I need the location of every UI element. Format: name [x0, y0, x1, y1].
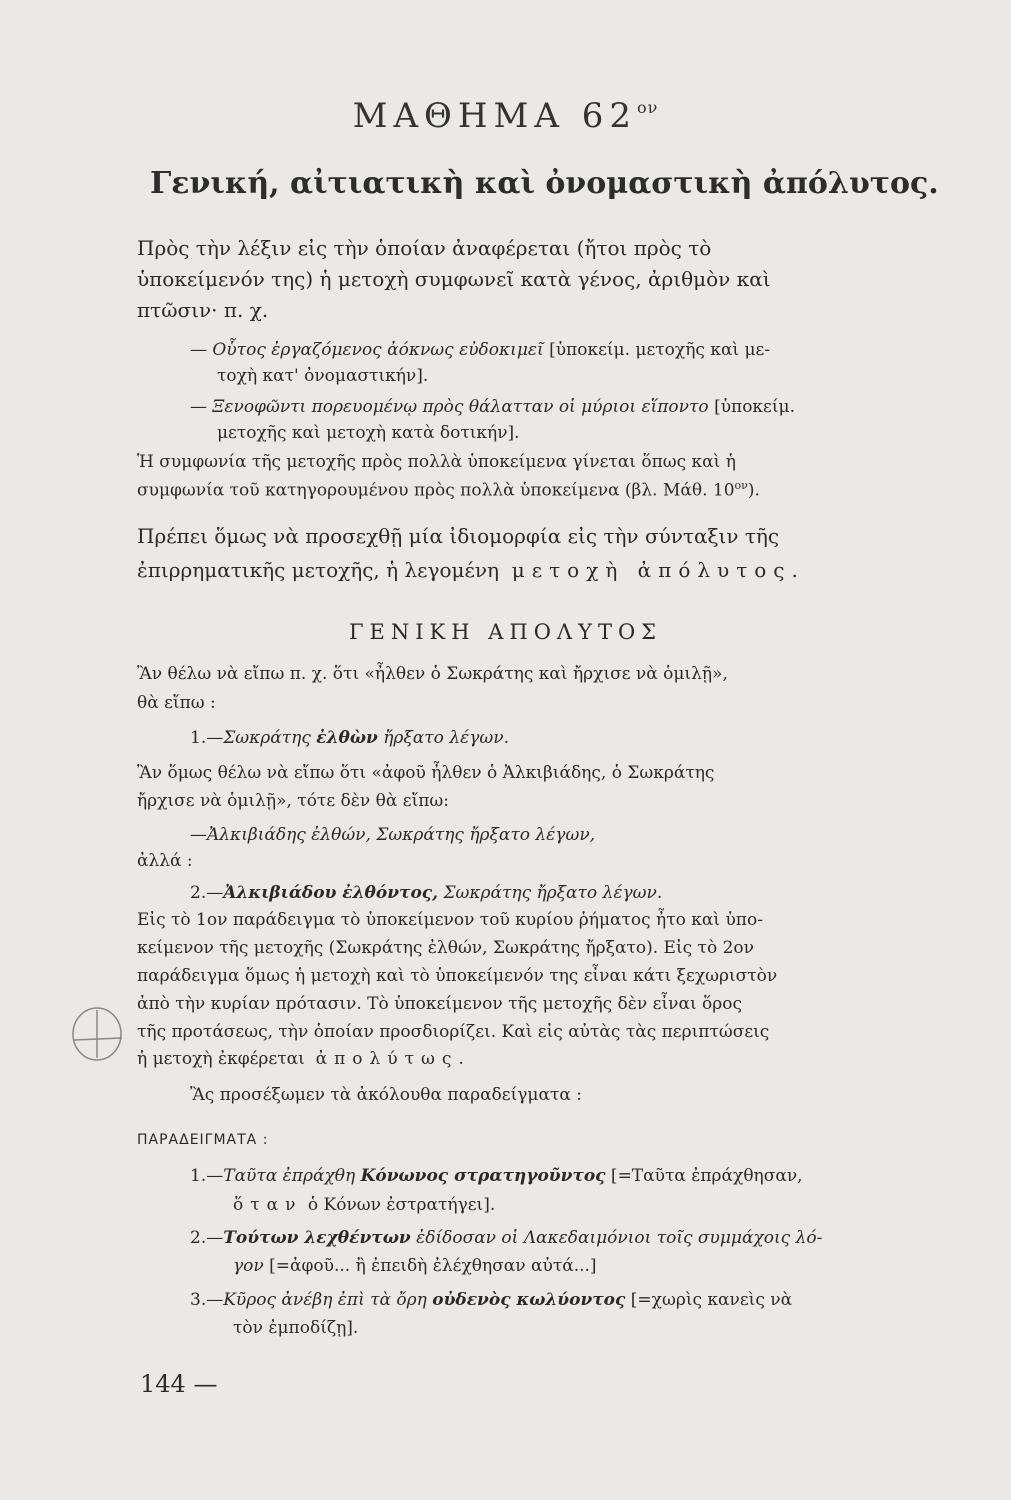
- section-p2-line1: Ἂν ὅμως θέλω νὰ εἴπω ὅτι «ἀφοῦ ἦλθεν ὁ Ἀλκιβιάδης, ὁ Σωκράτης: [137, 763, 715, 783]
- section-wrong-example: —Ἀλκιβιάδης ἐλθών, Σωκράτης ἤρξατο λέγων,: [190, 825, 596, 845]
- examples-label: ΠΑΡΑΔΕΙΓΜΑΤΑ :: [137, 1132, 269, 1148]
- lesson-title: ΜΑΘΗΜΑ $62^{o\nu}$: [352, 96, 659, 136]
- example-3: 3.—Κῦρος ἀνέβη ἐπὶ τὰ ὄρη οὐδενὸς κωλύοντος [=χωρὶς κανεὶς νὰ: [190, 1290, 793, 1310]
- agreement-line: Ἡ συμφωνία τῆς μετοχῆς πρὸς πολλὰ ὑποκείμενα γίνεται ὅπως καὶ ἡ: [137, 452, 736, 472]
- intro-line: Πρὸς τὴν λέξιν εἰς τὴν ὁποίαν ἀναφέρεται (ἤτοι πρὸς τὸ: [137, 236, 712, 260]
- section-example-1: 1.—Σωκράτης ἐλθὼν ἤρξατο λέγων.: [190, 728, 509, 748]
- agreement-line: συμφωνία τοῦ κατηγορουμένου πρὸς πολλὰ ὑποκείμενα (βλ. Μάθ. $10^{o\nu}$).: [137, 479, 760, 501]
- example-2-cont: γον [=ἀφοῦ... ἢ ἐπειδὴ ἐλέχθησαν αὐτά...]: [233, 1256, 597, 1276]
- special-line-1: Πρέπει ὅμως νὰ προσεχθῇ μία ἰδιομορφία εἰς τὴν σύνταξιν τῆς: [137, 524, 780, 548]
- intro-example-2-cont: μετοχῆς καὶ μετοχὴ κατὰ δοτικήν].: [217, 423, 520, 443]
- page-number: 144 —: [140, 1370, 218, 1398]
- section-p2-line2: ἤρχισε νὰ ὁμιλῇ», τότε δὲν θὰ εἴπω:: [137, 791, 450, 811]
- example-1: 1.—Ταῦτα ἐπράχθη Κόνωνος στρατηγοῦντος [=Ταῦτα ἐπράχθησαν,: [190, 1166, 803, 1186]
- intro-example-2: — Ξενοφῶντι πορευομένῳ πρὸς θάλατταν οἱ μύριοι εἵποντο [ὑποκείμ.: [190, 397, 795, 417]
- section-heading: ΓΕΝΙΚΗ ΑΠΟΛΥΤΟΣ: [348, 620, 663, 644]
- section-p4: Ἂς προσέξωμεν τὰ ἀκόλουθα παραδείγματα :: [190, 1085, 582, 1105]
- section-p3-last: ἡ μετοχὴ ἐκφέρεται ἀπολύτως.: [137, 1049, 471, 1069]
- example-1-cont: ὅταν ὁ Κόνων ἐστρατήγει].: [233, 1195, 496, 1215]
- section-example-2: 2.—Ἀλκιβιάδου ἐλθόντος, Σωκράτης ἤρξατο λέγων.: [190, 883, 663, 903]
- section-p3-line: τῆς προτάσεως, τὴν ὁποίαν προσδιορίζει. Καὶ εἰς αὐτὰς τὰς περιπτώσεις: [137, 1022, 770, 1042]
- section-p3-line: ἀπὸ τὴν κυρίαν πρότασιν. Τὸ ὑποκείμενον τῆς μετοχῆς δὲν εἶναι ὅρος: [137, 994, 742, 1014]
- intro-line: ὑποκείμενόν της) ἡ μετοχὴ συμφωνεῖ κατὰ γένος, ἀριθμὸν καὶ: [137, 267, 771, 291]
- section-p3-line: Εἰς τὸ 1ον παράδειγμα τὸ ὑποκείμενον τοῦ κυρίου ῥήματος ἦτο καὶ ὑπο-: [137, 910, 763, 930]
- section-p3-line: κείμενον τῆς μετοχῆς (Σωκράτης ἐλθών, Σωκράτης ἤρξατο). Εἰς τὸ 2ον: [137, 938, 754, 958]
- pencil-circle-mark: [68, 1002, 126, 1066]
- intro-example-1-cont: τοχὴ κατ' ὀνομαστικήν].: [217, 366, 429, 386]
- section-p3-line: παράδειγμα ὅμως ἡ μετοχὴ καὶ τὸ ὑποκείμενόν της εἶναι κάτι ξεχωριστὸν: [137, 966, 778, 986]
- lesson-subtitle: Γενική, αἰτιατικὴ καὶ ὀνομαστικὴ ἀπόλυτος.: [150, 166, 939, 201]
- intro-line: πτῶσιν· π. χ.: [137, 298, 269, 322]
- special-line-2: ἐπιρρηματικῆς μετοχῆς, ἡ λεγομένη μετοχὴ ἀπόλυτος.: [137, 558, 805, 582]
- example-3-cont: τὸν ἐμποδίζῃ].: [233, 1318, 359, 1338]
- example-2: 2.—Τούτων λεχθέντων ἐδίδοσαν οἱ Λακεδαιμόνιοι τοῖς συμμάχοις λό-: [190, 1228, 823, 1248]
- section-but: ἀλλά :: [137, 851, 193, 871]
- section-p1-line1: Ἂν θέλω νὰ εἴπω π. χ. ὅτι «ἦλθεν ὁ Σωκράτης καὶ ἤρχισε νὰ ὁμιλῇ»,: [137, 664, 728, 684]
- section-p1-line2: θὰ εἴπω :: [137, 693, 216, 713]
- intro-example-1: — Οὗτος ἐργαζόμενος ἀόκνως εὐδοκιμεῖ [ὑποκείμ. μετοχῆς καὶ με-: [190, 340, 771, 360]
